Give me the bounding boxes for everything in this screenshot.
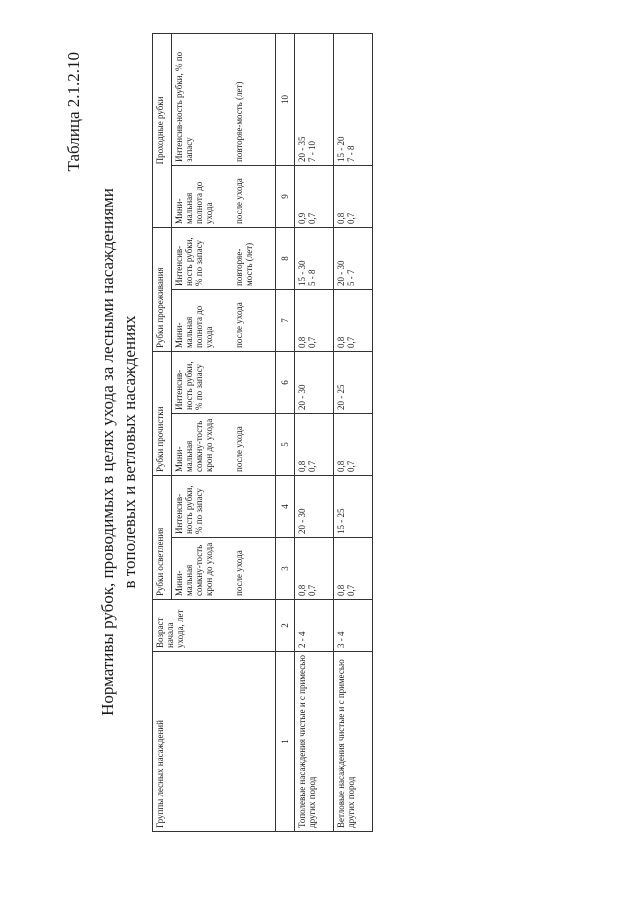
header-prorezhivaniya: Рубки прореживания <box>153 227 172 351</box>
col-number: 1 <box>276 652 295 832</box>
header-intens-4: Интенсив-ность рубки, % по запасу <box>172 33 232 165</box>
header-age: Возраст начала ухода, лет <box>153 600 276 652</box>
cell-c3: 0,8 0,7 <box>295 538 334 600</box>
cell-c7: 0,8 0,7 <box>295 289 334 351</box>
cell-c6: 20 - 25 <box>334 351 373 413</box>
col-number: 8 <box>276 227 295 289</box>
header-min-somk-2: Мини-мальная сомкну-тость крон до ухода <box>172 413 232 475</box>
header-min-poln-2: Мини-мальная полнота до ухода <box>172 165 232 227</box>
table-title-line-1: Нормативы рубок, проводимых в целях ухода за лесными насаждениями <box>98 188 117 716</box>
table-row-vetla <box>334 33 373 831</box>
header-povtor-2: повторяе-мость (лет) <box>232 33 276 165</box>
header-intens-1: Интенсив-ность рубки, % по запасу <box>172 475 276 537</box>
norms-table <box>152 51 437 832</box>
cell-c4: 20 - 30 <box>295 475 334 537</box>
cell-c3: 0,8 0,7 <box>334 538 373 600</box>
table-title-line-2: в тополевых и ветловых насаждениях <box>120 315 139 589</box>
cell-c10: 20 - 35 7 - 10 <box>295 33 334 165</box>
cell-c9: 0,8 0,7 <box>334 165 373 227</box>
header-posle-1: после ухода <box>232 538 276 600</box>
header-posle-4: после ухода <box>232 165 276 227</box>
col-number: 5 <box>276 413 295 475</box>
cell-group: Ветловые насаждения чистые и с примесью других пород <box>334 652 373 832</box>
col-number: 2 <box>276 600 295 652</box>
header-osvetleniya: Рубки осветления <box>153 475 172 599</box>
header-min-poln-1: Мини-мальная полнота до ухода <box>172 289 232 351</box>
cell-c7: 0,8 0,7 <box>334 289 373 351</box>
header-intens-3: Интенсив-ность рубки, % по запасу <box>172 227 232 289</box>
col-number: 7 <box>276 289 295 351</box>
table-row-topol <box>295 33 334 831</box>
table-label: Таблица 2.1.2.10 <box>64 52 83 172</box>
header-prokhodnye: Проходные рубки <box>153 33 172 227</box>
header-intens-2: Интенсив-ность рубки, % по запасу <box>172 351 276 413</box>
col-number: 9 <box>276 165 295 227</box>
cell-age: 2 - 4 <box>295 600 334 652</box>
cell-c5: 0,8 0,7 <box>295 413 334 475</box>
cell-age: 3 - 4 <box>334 600 373 652</box>
header-prochistki: Рубки прочистки <box>153 351 172 475</box>
cell-group: Тополевые насаждения чистые и с примесью других пород <box>295 652 334 832</box>
cell-c6: 20 - 30 <box>295 351 334 413</box>
cell-c9: 0,9 0,7 <box>295 165 334 227</box>
col-number: 3 <box>276 538 295 600</box>
rotated-content <box>40 42 600 862</box>
col-number: 10 <box>276 33 295 165</box>
header-posle-3: после ухода <box>232 289 276 351</box>
header-posle-2: после ухода <box>232 413 276 475</box>
header-povtor-1: повторяе-мость (лет) <box>232 227 276 289</box>
cell-c8: 15 - 30 5 - 8 <box>295 227 334 289</box>
cell-c4: 15 - 25 <box>334 475 373 537</box>
header-groups: Группы лесных насаждений <box>153 652 276 832</box>
col-number: 6 <box>276 351 295 413</box>
cell-c5: 0,8 0,7 <box>334 413 373 475</box>
cell-c8: 20 - 30 5 - 7 <box>334 227 373 289</box>
header-min-somk-1: Мини-мальная сомкну-тость крон до ухода <box>172 538 232 600</box>
col-number: 4 <box>276 475 295 537</box>
cell-c10: 15 - 20 7 - 8 <box>334 33 373 165</box>
